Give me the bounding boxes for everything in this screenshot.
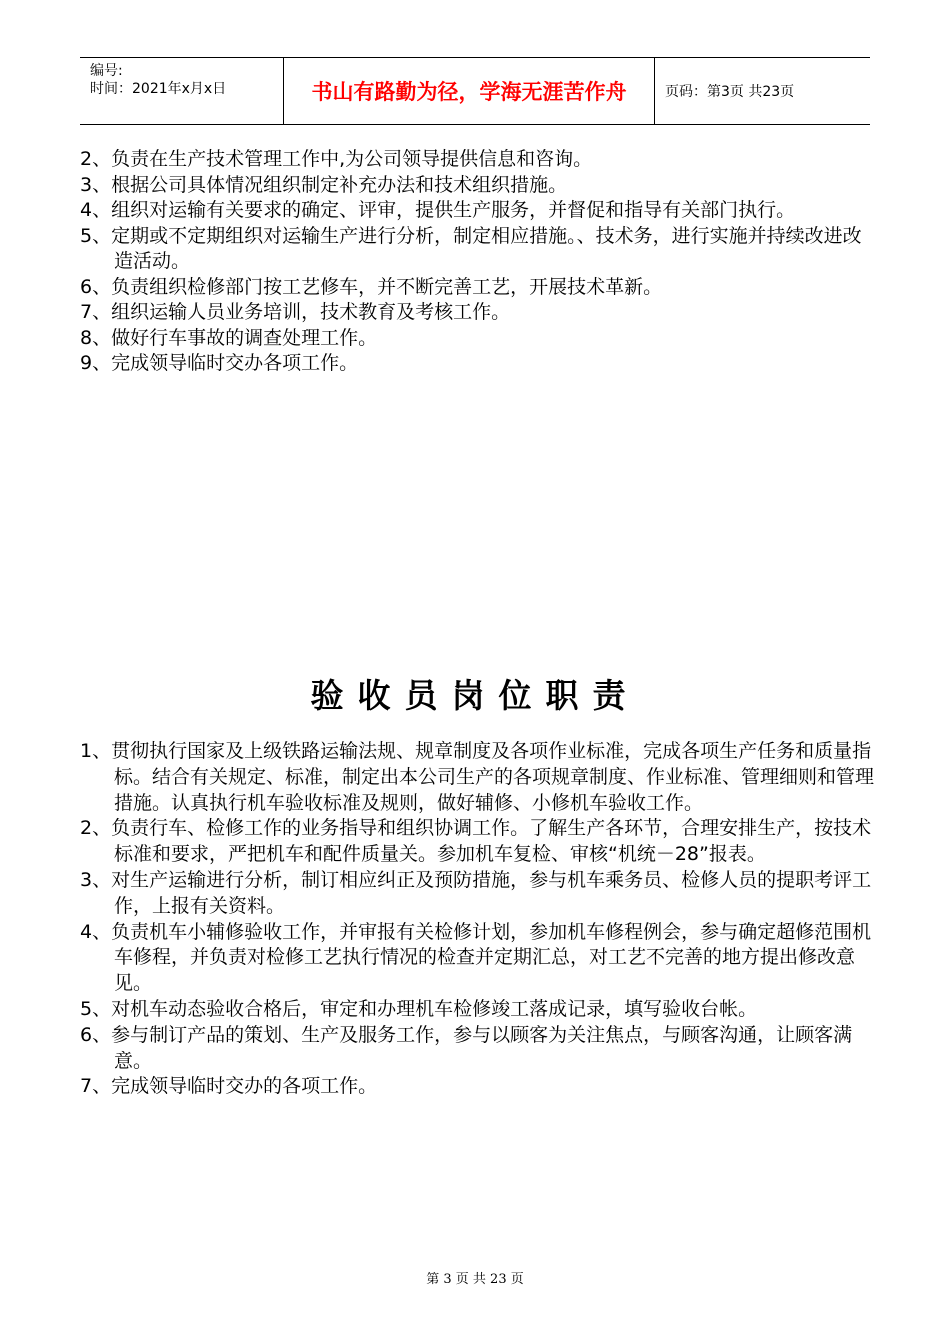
page-footer: 第 3 页 共 23 页 [426, 1272, 524, 1287]
list-item: 4、负责机车小辅修验收工作，并审报有关检修计划，参加机车修程例会，参与确定超修范围机车修程，并负责对检修工艺执行情况的检查并定期汇总，对工艺不完善的地方提出修改意见。 [80, 920, 872, 995]
list-item: 4、组织对运输有关要求的确定、评审，提供生产服务，并督促和指导有关部门执行。 [80, 199, 796, 221]
duty-list-section1 [80, 147, 875, 377]
section-title: 验收员岗位职责 [310, 676, 640, 715]
header-motto: 书山有路勤为径，学海无涯苦作舟 [283, 58, 655, 124]
list-item: 8、做好行车事故的调查处理工作。 [80, 326, 378, 349]
list-item: 1、贯彻执行国家及上级铁路运输法规、规章制度及各项作业标准，完成各项生产任务和质量指标。结合有关规定、标准，制定出本公司生产的各项规章制度、作业标准、管理细则和管理措施。认真执行机车验收标准及规则，做好辅修、小修机车验收工作。 [80, 740, 875, 814]
document-time-label: 时间：2021年x月x日 [90, 81, 227, 97]
page-header [80, 57, 870, 125]
list-item: 2、负责行车、检修工作的业务指导和组织协调工作。了解生产各环节，合理安排生产，按技术标准和要求，严把机车和配件质量关。参加机车复检、审核“机统－28”报表。 [80, 817, 872, 866]
list-item: 3、对生产运输进行分析，制订相应纠正及预防措施，参与机车乘务员、检修人员的提职考评工作，上报有关资料。 [80, 868, 872, 917]
document-number-label: 编号: [90, 63, 123, 79]
list-item: 6、负责组织检修部门按工艺修车，并不断完善工艺，开展技术革新。 [80, 275, 663, 298]
list-item: 6、参与制订产品的策划、生产及服务工作，参与以顾客为关注焦点，与顾客沟通，让顾客满意。 [80, 1023, 853, 1072]
list-item: 5、定期或不定期组织对运输生产进行分析，制定相应措施。、技术务，进行实施并持续改进改造活动。 [80, 224, 862, 272]
duty-list-section2 [80, 739, 875, 1100]
header-meta [80, 58, 283, 124]
list-item: 7、完成领导临时交办的各项工作。 [80, 1075, 378, 1098]
header-page-label: 页码：第3页 共23页 [665, 84, 795, 100]
list-item: 5、对机车动态验收合格后，审定和办理机车检修竣工落成记录，填写验收台帐。 [80, 997, 758, 1020]
list-item: 3、根据公司具体情况组织制定补充办法和技术组织措施。 [80, 173, 568, 196]
list-item: 9、完成领导临时交办各项工作。 [80, 352, 359, 374]
list-item: 7、组织运输人员业务培训，技术教育及考核工作。 [80, 301, 511, 323]
list-item: 2、负责在生产技术管理工作中,为公司领导提供信息和咨询。 [80, 148, 593, 170]
